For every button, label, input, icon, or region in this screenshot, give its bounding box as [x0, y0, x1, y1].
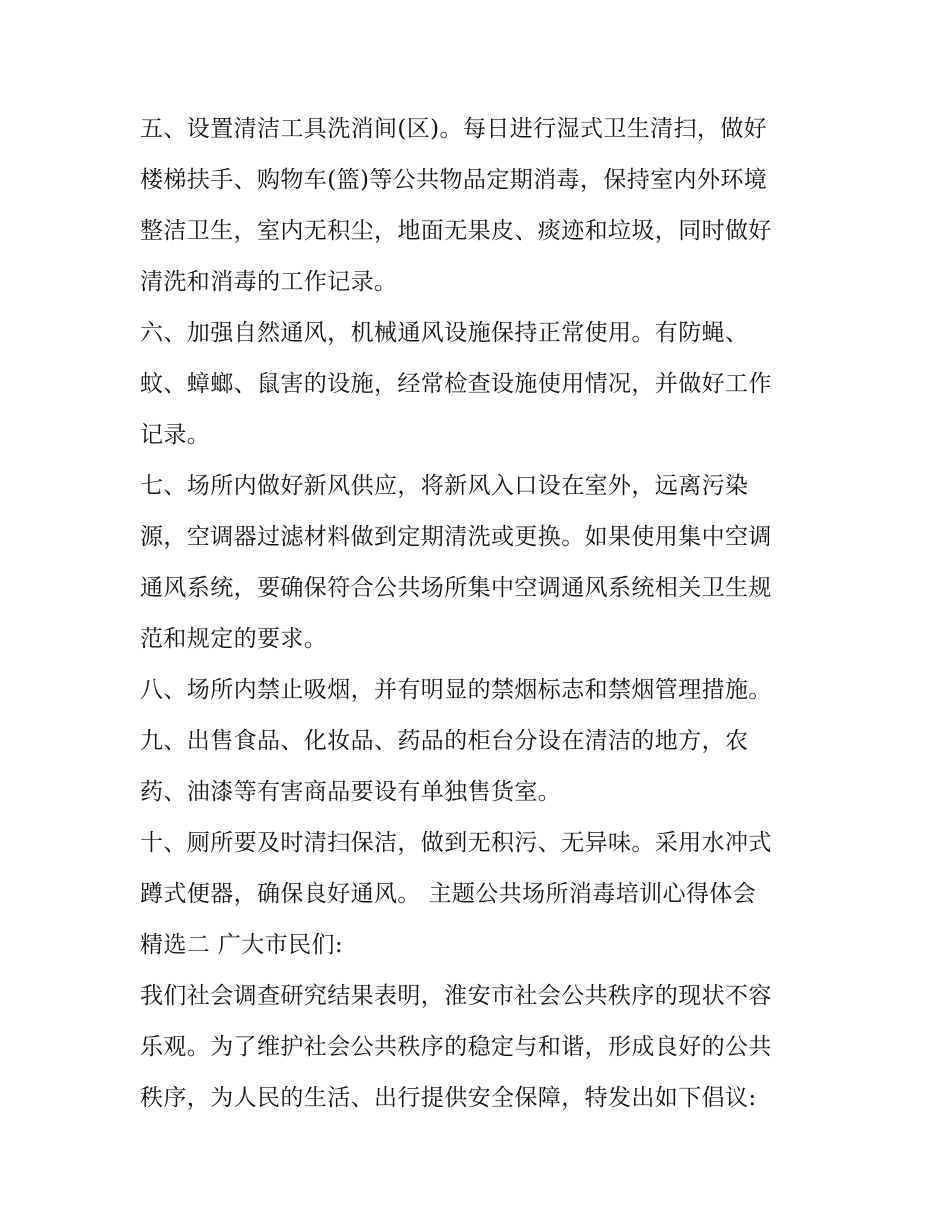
- text-line-1: 五、设置清洁工具洗消间(区)。每日进行湿式卫生清扫，做好: [140, 116, 768, 142]
- text-line-13: 九、出售食品、化妆品、药品的柜台分设在清洁的地方，农: [140, 728, 749, 754]
- text-line-6: 蚊、蟑螂、鼠害的设施，经常检查设施使用情况，并做好工作: [140, 371, 772, 397]
- text-line-8: 七、场所内做好新风供应，将新风入口设在室外，远离污染: [140, 473, 749, 499]
- text-line-4: 清洗和消毒的工作记录。: [140, 269, 398, 295]
- text-line-18: 我们社会调查研究结果表明，淮安市社会公共秩序的现状不容: [140, 983, 772, 1009]
- text-line-7: 记录。: [140, 422, 211, 448]
- text-line-5: 六、加强自然通风，机械通风设施保持正常使用。有防蝇、: [140, 320, 749, 346]
- document-body: [140, 104, 820, 1124]
- text-line-20: 秩序，为人民的生活、出行提供安全保障，特发出如下倡议:: [140, 1085, 757, 1111]
- text-line-16: 蹲式便器，确保良好通风。 主题公共场所消毒培训心得体会: [140, 881, 757, 907]
- text-line-9: 源，空调器过滤材料做到定期清洗或更换。如果使用集中空调: [140, 524, 772, 550]
- text-line-15: 十、厕所要及时清扫保洁，做到无积污、无异味。采用水冲式: [140, 830, 772, 856]
- text-line-10: 通风系统，要确保符合公共场所集中空调通风系统相关卫生规: [140, 575, 772, 601]
- text-line-11: 范和规定的要求。: [140, 626, 328, 652]
- text-line-19: 乐观。为了维护社会公共秩序的稳定与和谐，形成良好的公共: [140, 1034, 772, 1060]
- text-line-17: 精选二 广大市民们:: [140, 932, 344, 958]
- text-line-3: 整洁卫生，室内无积尘，地面无果皮、痰迹和垃圾，同时做好: [140, 218, 772, 244]
- text-line-14: 药、油漆等有害商品要设有单独售货室。: [140, 779, 562, 805]
- text-line-2: 楼梯扶手、购物车(篮)等公共物品定期消毒，保持室内外环境: [140, 167, 768, 193]
- text-line-12: 八、场所内禁止吸烟，并有明显的禁烟标志和禁烟管理措施。: [140, 677, 772, 703]
